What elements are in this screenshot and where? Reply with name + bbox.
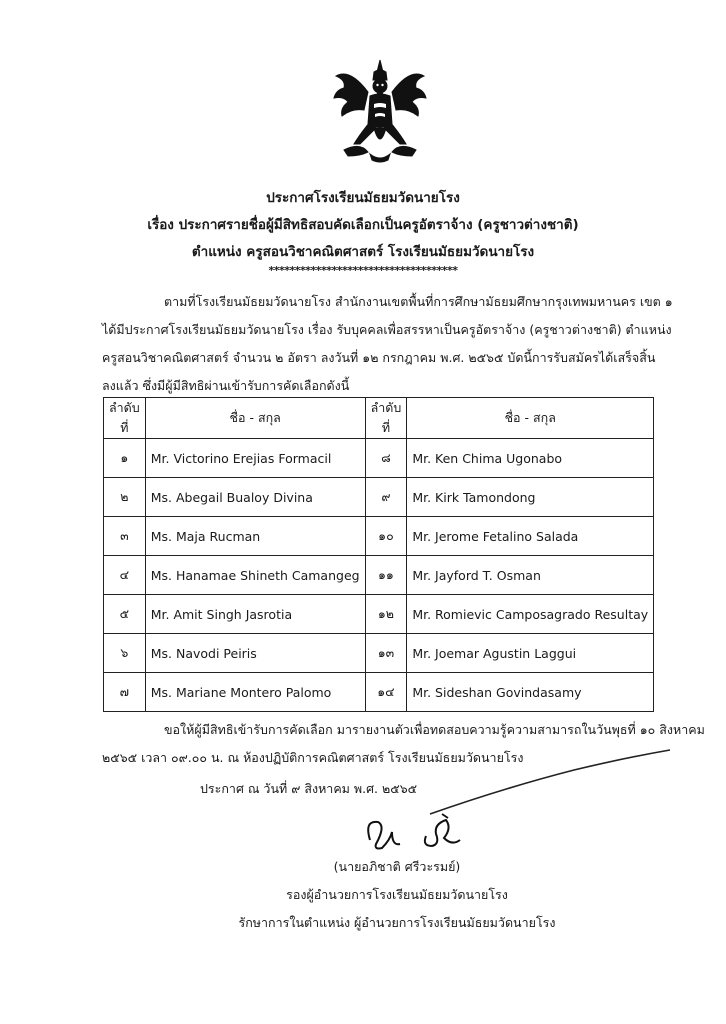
- intro-line: ตามที่โรงเรียนมัธยมวัดนายโรง สำนักงานเขตพื้นที่การศึกษามัธยมศึกษากรุงเทพมหานคร เขต ๑: [164, 294, 673, 309]
- header-name: ชื่อ - สกุล: [407, 398, 654, 439]
- closing-line: ๒๕๖๕ เวลา ๐๙.๐๐ น. ณ ห้องปฏิบัติการคณิตศาสตร์ โรงเรียนมัธยมวัดนายโรง: [102, 750, 524, 765]
- table-row: [104, 673, 654, 712]
- table-row: [104, 478, 654, 517]
- order-cell: ๑๑: [365, 556, 407, 595]
- name-cell: Ms. Mariane Montero Palomo: [145, 673, 365, 712]
- intro-line: ลงแล้ว ซึ่งมีผู้มีสิทธิผ่านเข้ารับการคัดเลือกดังนี้: [102, 378, 350, 393]
- intro-line: ครูสอนวิชาคณิตศาสตร์ จำนวน ๒ อัตรา ลงวันที่ ๑๒ กรกฎาคม พ.ศ. ๒๕๖๕ บัดนี้การรับสมัครได้เสร็จสิ้น: [102, 350, 656, 365]
- candidate-table: [103, 397, 654, 712]
- order-cell: ๑๔: [365, 673, 407, 712]
- header-name: ชื่อ - สกุล: [145, 398, 365, 439]
- name-cell: Mr. Victorino Erejias Formacil: [145, 439, 365, 478]
- name-cell: Ms. Hanamae Shineth Camangeg: [145, 556, 365, 595]
- table-row: [104, 634, 654, 673]
- signer-name: (นายอภิชาติ ศรีวะรมย์): [333, 859, 461, 874]
- name-cell: Ms. Navodi Peiris: [145, 634, 365, 673]
- garuda-emblem-icon: [330, 58, 430, 164]
- intro-line: ได้มีประกาศโรงเรียนมัธยมวัดนายโรง เรื่อง รับบุคคลเพื่อสรรหาเป็นครูอัตราจ้าง (ครูชาวต่างชาติ) ตำแหน่ง: [102, 322, 672, 337]
- header-order: ลำดับที่: [365, 398, 407, 439]
- signer-acting-position: รักษาการในตำแหน่ง ผู้อำนวยการโรงเรียนมัธยมวัดนายโรง: [238, 915, 556, 930]
- table-row: [104, 439, 654, 478]
- order-cell: ๑๓: [365, 634, 407, 673]
- intro-paragraph: [102, 288, 673, 400]
- name-cell: Mr. Sideshan Govindasamy: [407, 673, 654, 712]
- order-cell: ๖: [104, 634, 146, 673]
- announcement-position: ตำแหน่ง ครูสอนวิชาคณิตศาสตร์ โรงเรียนมัธยมวัดนายโรง: [191, 244, 535, 260]
- name-cell: Mr. Amit Singh Jasrotia: [145, 595, 365, 634]
- name-cell: Mr. Jayford T. Osman: [407, 556, 654, 595]
- announcement-subject: เรื่อง ประกาศรายชื่อผู้มีสิทธิสอบคัดเลือกเป็นครูอัตราจ้าง (ครูชาวต่างชาติ): [147, 217, 579, 233]
- table-row: [104, 556, 654, 595]
- order-cell: ๒: [104, 478, 146, 517]
- order-cell: ๙: [365, 478, 407, 517]
- order-cell: ๘: [365, 439, 407, 478]
- order-cell: ๑๒: [365, 595, 407, 634]
- signer-position: รองผู้อำนวยการโรงเรียนมัธยมวัดนายโรง: [286, 887, 508, 902]
- separator-line: ************************************: [268, 264, 458, 277]
- header-order: ลำดับที่: [104, 398, 146, 439]
- announcement-date: ประกาศ ณ วันที่ ๙ สิงหาคม พ.ศ. ๒๕๖๕: [200, 781, 418, 796]
- order-cell: ๕: [104, 595, 146, 634]
- name-cell: Mr. Joemar Agustin Laggui: [407, 634, 654, 673]
- order-cell: ๑๐: [365, 517, 407, 556]
- closing-line: ขอให้ผู้มีสิทธิเข้ารับการคัดเลือก มารายงานตัวเพื่อทดสอบความรู้ความสามารถในวันพุธที่ ๑๐ สิงหาคม: [164, 722, 705, 737]
- name-cell: Mr. Romievic Camposagrado Resultay: [407, 595, 654, 634]
- signature-icon: [356, 810, 476, 858]
- name-cell: Ms. Abegail Bualoy Divina: [145, 478, 365, 517]
- order-cell: ๓: [104, 517, 146, 556]
- name-cell: Mr. Ken Chima Ugonabo: [407, 439, 654, 478]
- name-cell: Mr. Kirk Tamondong: [407, 478, 654, 517]
- order-cell: ๗: [104, 673, 146, 712]
- name-cell: Mr. Jerome Fetalino Salada: [407, 517, 654, 556]
- order-cell: ๑: [104, 439, 146, 478]
- order-cell: ๔: [104, 556, 146, 595]
- name-cell: Ms. Maja Rucman: [145, 517, 365, 556]
- table-row: [104, 517, 654, 556]
- announcement-title: ประกาศโรงเรียนมัธยมวัดนายโรง: [266, 190, 460, 206]
- table-row: [104, 595, 654, 634]
- signature-stroke-icon: [424, 748, 674, 818]
- table-header-row: [104, 398, 654, 439]
